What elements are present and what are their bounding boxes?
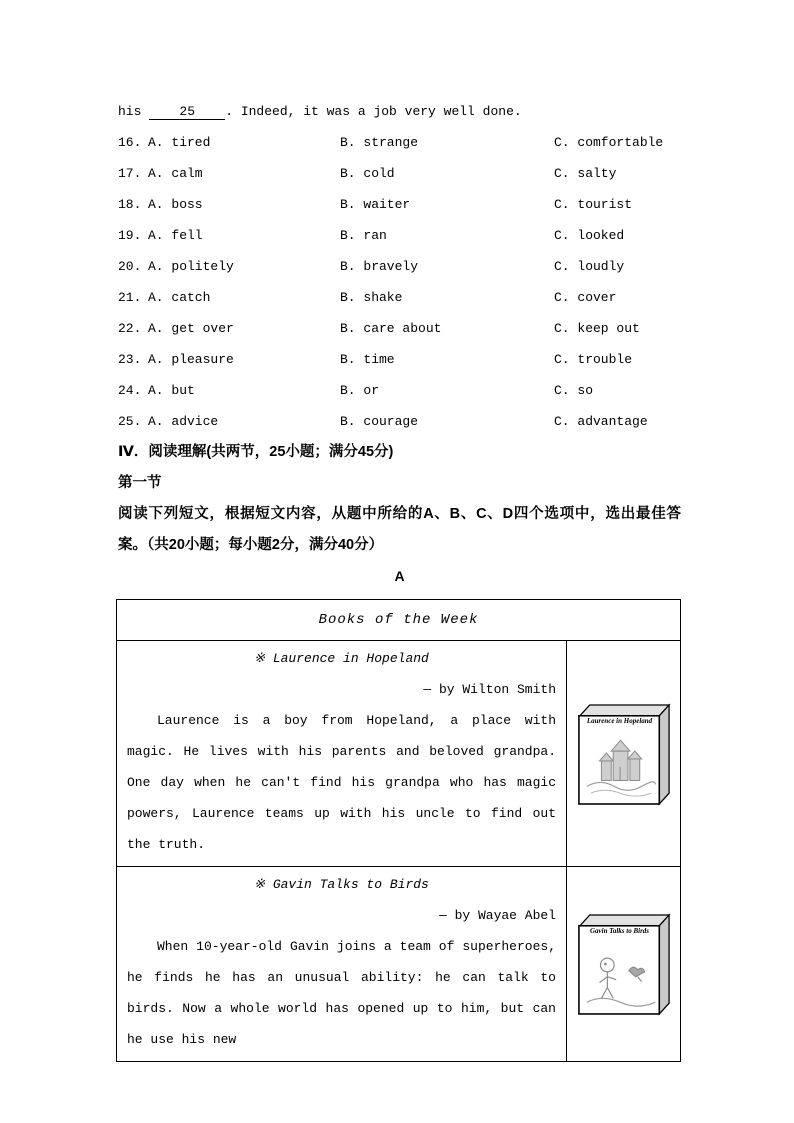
book-title: ※ Gavin Talks to Birds [254, 877, 429, 892]
question-row [118, 375, 681, 406]
option-c: C. trouble [554, 352, 633, 367]
option-b: B. or [340, 383, 380, 398]
intro-prefix: his [118, 104, 142, 119]
book-description: When 10-year-old Gavin joins a team of superheroes, he finds he has an unusual ability: he can talk to birds. Now a whole world has opened up to him, but can he use his new [127, 939, 556, 1047]
question-number: 20. [118, 259, 142, 274]
question-row [118, 127, 681, 158]
question-row [118, 344, 681, 375]
page-content [118, 96, 681, 1062]
option-a: A. but [148, 383, 195, 398]
question-number: 25. [118, 414, 142, 429]
book-text-cell [117, 641, 566, 866]
question-row [118, 251, 681, 282]
option-c: C. loudly [554, 259, 625, 274]
books-table-title: Books of the Week [117, 600, 680, 641]
option-c: C. looked [554, 228, 625, 243]
option-b: B. courage [340, 414, 419, 429]
book-author: — by Wayae Abel [438, 908, 556, 923]
option-c: C. salty [554, 166, 617, 181]
intro-line [118, 96, 681, 127]
book-cover-title: Laurence in Hopeland [586, 716, 653, 725]
intro-suffix: . Indeed, it was a job very well done. [225, 104, 522, 119]
option-b: B. time [340, 352, 395, 367]
option-a: A. advice [148, 414, 219, 429]
option-a: A. fell [148, 228, 203, 243]
option-c: C. advantage [554, 414, 648, 429]
option-c: C. comfortable [554, 135, 664, 150]
books-table [116, 599, 681, 1062]
question-number: 16. [118, 135, 142, 150]
question-number: 19. [118, 228, 142, 243]
question-row [118, 158, 681, 189]
option-c: C. so [554, 383, 594, 398]
option-b: B. waiter [340, 197, 411, 212]
question-number: 18. [118, 197, 142, 212]
option-a: A. get over [148, 321, 234, 336]
option-b: B. cold [340, 166, 395, 181]
question-number: 21. [118, 290, 142, 305]
option-b: B. care about [340, 321, 442, 336]
section-heading: Ⅳ．阅读理解(共两节，25小题；满分45分) [118, 444, 394, 460]
option-a: A. pleasure [148, 352, 234, 367]
book-cover [575, 912, 673, 1016]
question-row [118, 313, 681, 344]
option-a: A. tired [148, 135, 211, 150]
question-number: 17. [118, 166, 142, 181]
question-number: 23. [118, 352, 142, 367]
book-cover-title: Gavin Talks to Birds [589, 927, 650, 935]
book-cover [575, 702, 673, 806]
question-row [118, 406, 681, 437]
option-c: C. keep out [554, 321, 640, 336]
option-b: B. shake [340, 290, 403, 305]
option-a: A. politely [148, 259, 234, 274]
book-author: — by Wilton Smith [423, 682, 556, 697]
question-row [118, 189, 681, 220]
book-image-cell [566, 641, 680, 866]
option-b: B. bravely [340, 259, 419, 274]
option-c: C. cover [554, 290, 617, 305]
option-a: A. calm [148, 166, 203, 181]
book-image-cell [566, 867, 680, 1061]
question-number: 22. [118, 321, 142, 336]
book-description: Laurence is a boy from Hopeland, a place with magic. He lives with his parents and beloved grandpa. One day when he can't find his grandpa who has magic powers, Laurence teams up with his uncle to find out the truth. [127, 713, 556, 852]
option-b: B. strange [340, 135, 419, 150]
book-row [117, 867, 680, 1061]
book-text-cell [117, 867, 566, 1061]
option-a: A. boss [148, 197, 203, 212]
question-row [118, 220, 681, 251]
blank-25: 25 [149, 104, 225, 120]
option-b: B. ran [340, 228, 387, 243]
option-a: A. catch [148, 290, 211, 305]
instructions-text: 阅读下列短文，根据短文内容，从题中所给的A、B、C、D四个选项中，选出最佳答案。（共20小题；每小题2分，满分40分） [118, 506, 681, 553]
question-row [118, 282, 681, 313]
question-number: 24. [118, 383, 142, 398]
option-c: C. tourist [554, 197, 633, 212]
part-heading: 第一节 [118, 475, 162, 491]
passage-label: A [394, 568, 405, 584]
book-title: ※ Laurence in Hopeland [254, 651, 429, 666]
book-row [117, 641, 680, 867]
